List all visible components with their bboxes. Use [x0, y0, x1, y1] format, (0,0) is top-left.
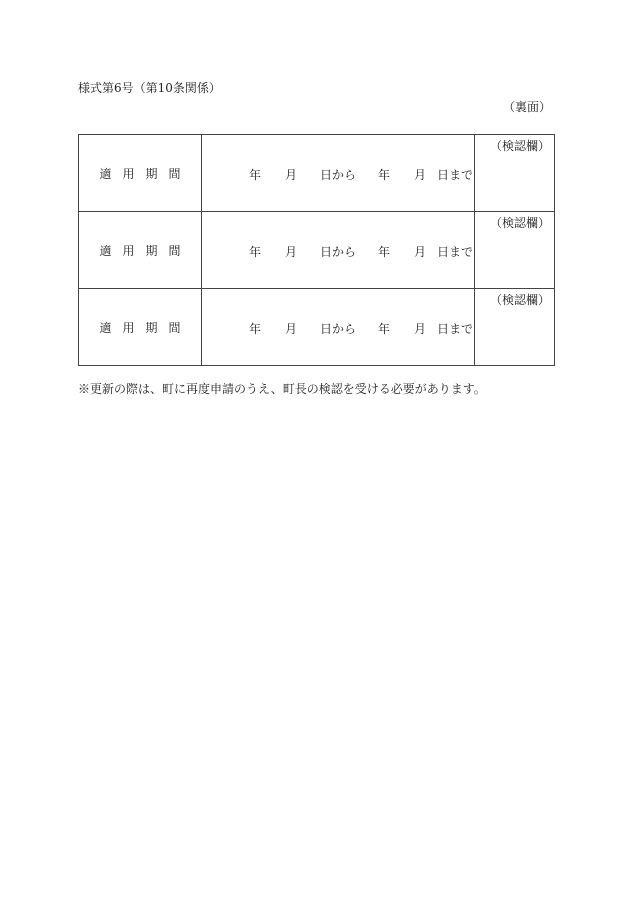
reverse-side-label: （裏面） [502, 100, 551, 114]
period-date-field[interactable] [202, 135, 475, 212]
month-to-unit: 月 [414, 168, 427, 182]
month-to-unit: 月 [414, 322, 427, 336]
period-label-cell [79, 212, 202, 289]
period-date-field[interactable] [202, 289, 475, 366]
period-label: 適用期間 [99, 243, 192, 258]
verification-label: （検認欄） [489, 293, 550, 307]
month-from-unit: 月 [285, 245, 298, 259]
month-from-unit: 月 [285, 322, 298, 336]
date-range [202, 166, 474, 182]
year-to-unit: 年 [378, 322, 391, 336]
month-from-unit: 月 [285, 168, 298, 182]
verification-label: （検認欄） [489, 216, 550, 230]
verification-cell[interactable] [475, 289, 555, 366]
form-number: 様式第6号（第10条関係） [78, 81, 221, 95]
year-from-unit: 年 [249, 245, 262, 259]
date-range [202, 320, 474, 336]
period-label-cell [79, 135, 202, 212]
verification-cell[interactable] [475, 212, 555, 289]
table-row [79, 135, 555, 212]
table-row [79, 289, 555, 366]
day-to-unit: 日まで [437, 245, 474, 259]
period-label-cell [79, 289, 202, 366]
month-to-unit: 月 [414, 245, 427, 259]
year-to-unit: 年 [378, 245, 391, 259]
verification-label: （検認欄） [489, 139, 550, 153]
year-to-unit: 年 [378, 168, 391, 182]
day-from-unit: 日から [320, 322, 357, 336]
day-from-unit: 日から [320, 245, 357, 259]
period-label: 適用期間 [99, 320, 192, 335]
verification-cell[interactable] [475, 135, 555, 212]
year-from-unit: 年 [249, 322, 262, 336]
renewal-note: ※更新の際は、町に再度申請のうえ、町長の検認を受ける必要があります。 [78, 382, 486, 396]
table-row [79, 212, 555, 289]
day-to-unit: 日まで [437, 322, 474, 336]
application-period-table [78, 134, 555, 366]
period-date-field[interactable] [202, 212, 475, 289]
date-range [202, 243, 474, 259]
day-from-unit: 日から [320, 168, 357, 182]
period-label: 適用期間 [99, 166, 192, 181]
day-to-unit: 日まで [437, 168, 474, 182]
year-from-unit: 年 [249, 168, 262, 182]
